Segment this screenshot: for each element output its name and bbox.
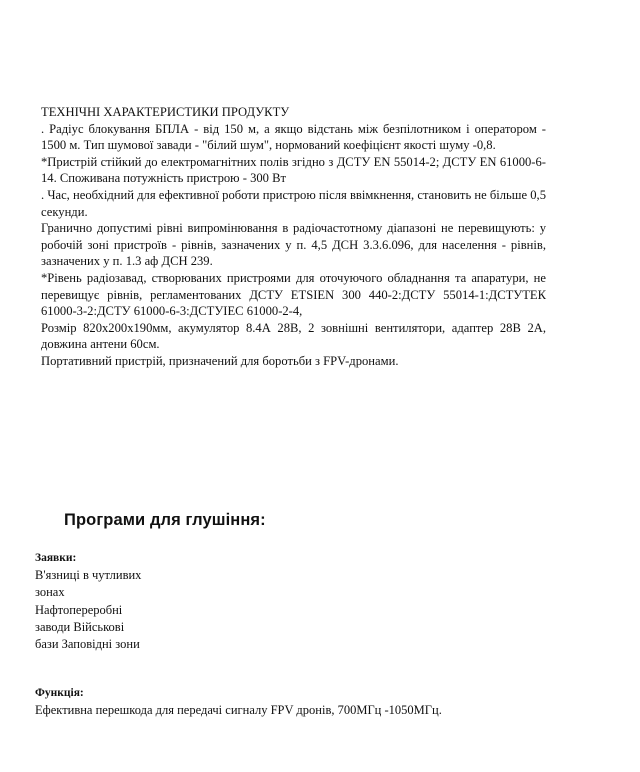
programs-title: Програми для глушіння: <box>64 511 266 529</box>
application-line: В'язниці в чутливих <box>35 568 142 583</box>
function-section <box>35 685 595 719</box>
spec-paragraph-startup-time: . Час, необхідний для ефективної роботи пристрою після ввімкнення, становить не більше 0,5 секунди. <box>41 187 546 219</box>
applications-label: Заявки: <box>35 552 77 564</box>
application-line: Нафтопереробні <box>35 602 123 617</box>
spec-paragraph-purpose: Портативний пристрій, призначений для боротьби з FPV-дронами. <box>41 353 399 368</box>
spec-paragraph-emission-limits: Гранично допустимі рівні випромінювання в радіочастотному діапазоні не перевищують: у робочій зоні пристроїв - рівнів, зазначених у п. 4,5 ДСН 3.3.6.096, для населення - рівнів, зазначених у п. 1.3 аф ДСН 239. <box>41 221 546 269</box>
spec-paragraph-dimensions: Розмір 820x200x190мм, акумулятор 8.4А 28В, 2 зовнішні вентилятори, адаптер 28В 2А, довжина антени 60см. <box>41 320 546 352</box>
spec-paragraph-range: . Радіус блокування БПЛА - від 150 м, а якщо відстань між безпілотником і оператором - 1500 м. Тип шумової завади - "білий шум", нормований коефіцієнт якості шуму -0,8. <box>41 121 546 153</box>
application-line: зонах <box>35 585 65 600</box>
spec-paragraph-emc: *Пристрій стійкий до електромагнітних полів згідно з ДСТУ EN 55014-2; ДСТУ EN 61000-6-14. Споживана потужність пристрою - 300 Вт <box>41 154 546 186</box>
spec-paragraph-interference: *Рівень радіозавад, створюваних пристроями для оточуючого обладнання та апаратури, не перевищує рівнів, регламентованих ДСТУ ETSIEN 300 440-2:ДСТУ 55014-1:ДСТУТЕК 61000-3-2:ДСТУ 61000-6-3:ДСТУIEC 61000-2-4, <box>41 270 546 319</box>
specs-heading: ТЕХНІЧНІ ХАРАКТЕРИСТИКИ ПРОДУКТУ <box>41 105 290 119</box>
applications-section <box>35 550 235 653</box>
function-text: Ефективна перешкода для передачі сигналу FPV дронів, 700МГц -1050МГц. <box>35 703 442 717</box>
technical-specs-section <box>41 104 546 370</box>
application-line: бази Заповідні зони <box>35 637 140 652</box>
application-line: заводи Військові <box>35 619 125 634</box>
function-label: Функція: <box>35 687 84 699</box>
